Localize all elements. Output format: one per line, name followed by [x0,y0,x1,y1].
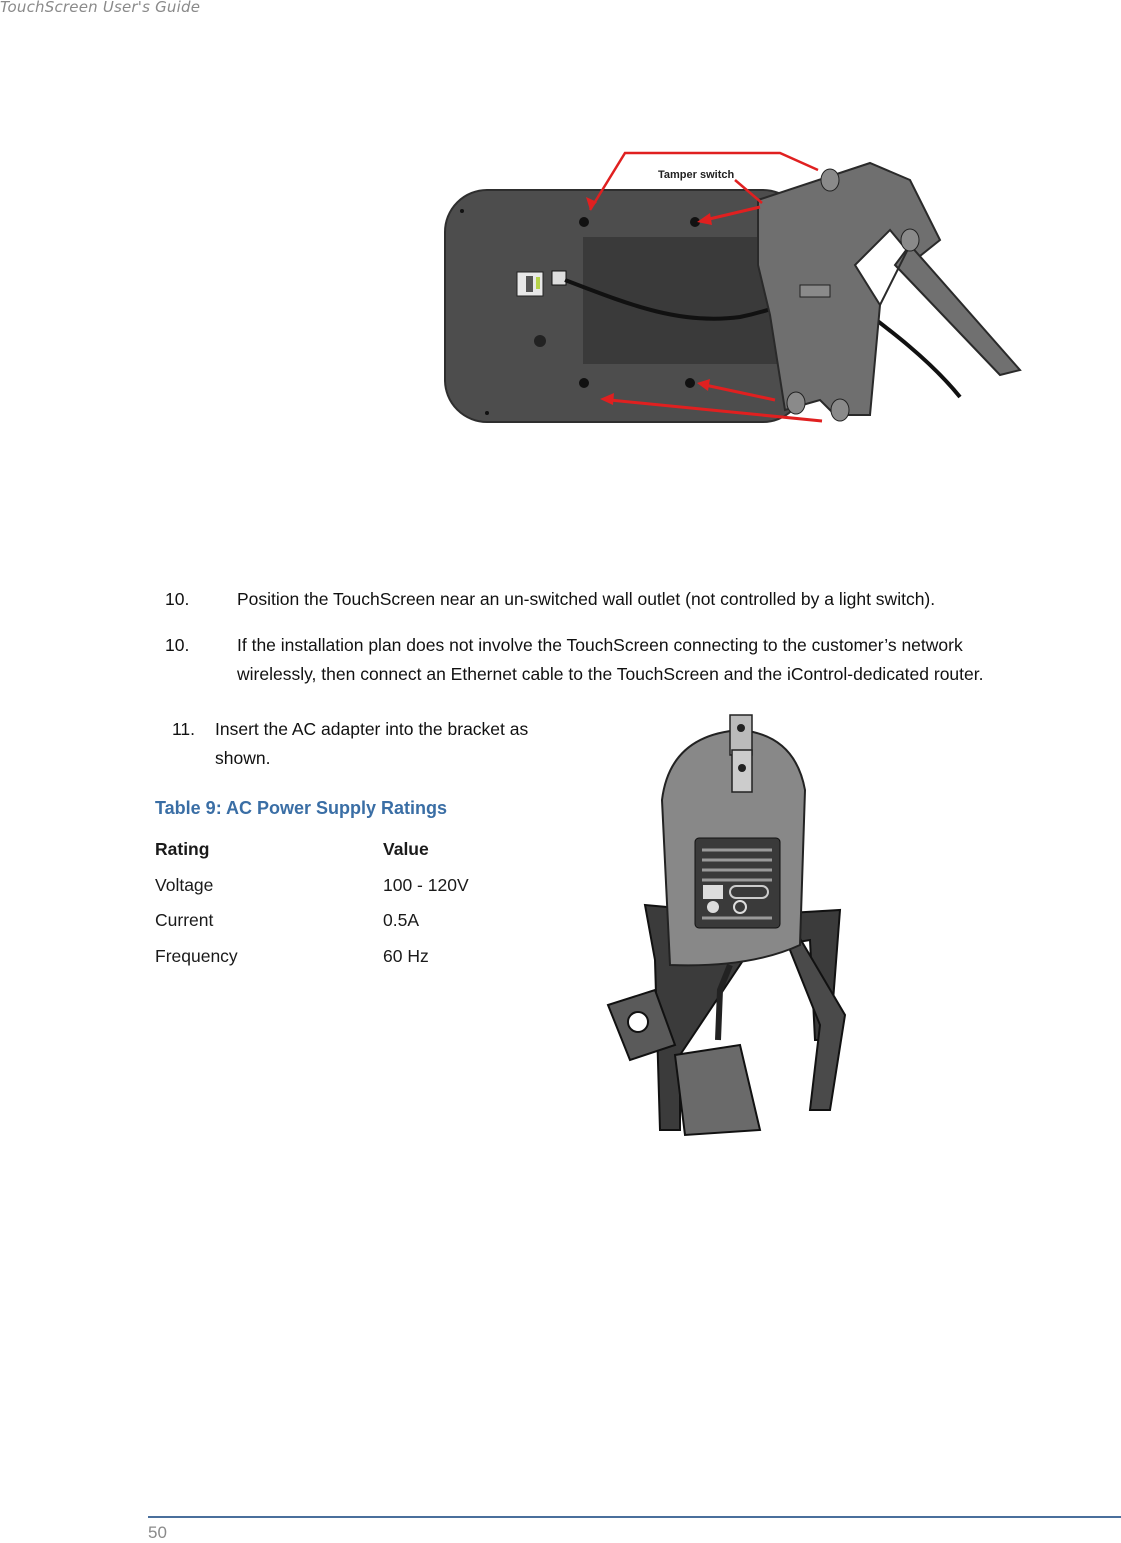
table-header-row [155,832,469,868]
page-number: 50 [148,1523,167,1542]
touchscreen-back-figure [440,145,1030,430]
step-text-line: wirelessly, then connect an Ethernet cable to the TouchScreen and the iControl-dedicated router. [237,664,984,684]
tamper-switch-label: Tamper switch [658,169,735,181]
table-cell: 60 Hz [383,945,429,966]
column-header-rating: Rating [155,839,210,860]
table-caption: Table 9: AC Power Supply Ratings [155,798,448,818]
table-row [155,939,469,975]
step-number: 11. [172,719,196,739]
step-text-line: shown. [215,748,271,768]
table-cell: Frequency [155,945,238,966]
table-cell: 0.5A [383,910,419,931]
step-text-line: Insert the AC adapter into the bracket as [215,719,529,739]
ac-power-ratings-table [155,832,469,974]
table-row [155,868,469,904]
table-cell: Current [155,910,214,931]
step-number: 10. [165,589,190,609]
table-cell: 100 - 120V [383,874,469,895]
table-cell: Voltage [155,874,214,895]
step-text-line: If the installation plan does not involve the TouchScreen connecting to the customer’s network [237,635,963,655]
running-header: TouchScreen User's Guide [0,0,201,16]
table-row [155,903,469,939]
step-text: Position the TouchScreen near an un-switched wall outlet (not controlled by a light switch). [237,589,936,609]
step-number: 10. [165,635,190,655]
column-header-value: Value [383,839,429,860]
footer-rule [148,1516,1121,1518]
ac-adapter-bracket-figure [600,710,860,1140]
